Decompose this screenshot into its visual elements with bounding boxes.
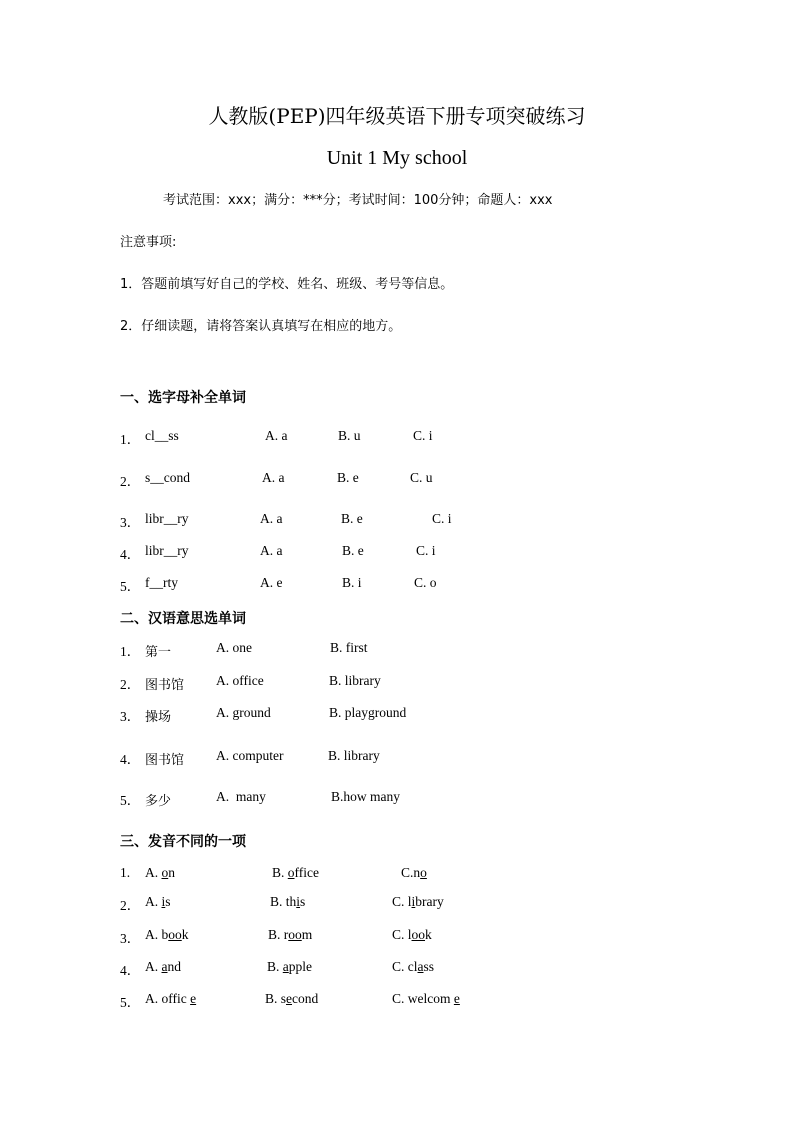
option-a: A. e bbox=[260, 575, 283, 590]
option-a: A. is bbox=[145, 894, 171, 909]
question-number: 2． bbox=[120, 677, 141, 692]
note-item: 2．仔细读题，请将答案认真填写在相应的地方。 bbox=[120, 319, 402, 334]
option-a: A. a bbox=[262, 470, 285, 485]
question-number: 5． bbox=[120, 579, 141, 594]
question-number: 4． bbox=[120, 963, 141, 978]
question-number: 4． bbox=[120, 547, 141, 562]
section-heading: 一、选字母补全单词 bbox=[120, 390, 246, 406]
option-a: A. ground bbox=[216, 705, 271, 720]
option-a: A. many bbox=[216, 789, 266, 804]
option-b: B. library bbox=[328, 748, 380, 763]
question-number: 3． bbox=[120, 931, 141, 946]
page-title: 人教版(PEP)四年级英语下册专项突破练习 bbox=[208, 104, 586, 128]
option-a: A. book bbox=[145, 927, 189, 942]
note-item: 1．答题前填写好自己的学校、姓名、班级、考号等信息。 bbox=[120, 277, 454, 292]
question-word: s__cond bbox=[145, 470, 190, 485]
option-a: A. offic e bbox=[145, 991, 197, 1006]
underlined-letters: e bbox=[190, 991, 197, 1006]
section-heading: 二、汉语意思选单词 bbox=[120, 611, 246, 627]
option-a: A. one bbox=[216, 640, 252, 655]
question-number: 4． bbox=[120, 752, 141, 767]
underlined-letters: o bbox=[287, 865, 295, 880]
question-number: 2． bbox=[120, 898, 141, 913]
question-word: f__rty bbox=[145, 575, 178, 590]
underlined-letters: e bbox=[453, 991, 460, 1006]
option-b: B. e bbox=[341, 511, 363, 526]
option-c: C. i bbox=[432, 511, 452, 526]
option-c: C. class bbox=[392, 959, 435, 974]
option-b: B. second bbox=[265, 991, 319, 1006]
question-number: 2． bbox=[120, 474, 141, 489]
question-number: 3． bbox=[120, 709, 141, 724]
option-b: B. e bbox=[337, 470, 359, 485]
option-b: B. u bbox=[338, 428, 361, 443]
underlined-letters: o bbox=[420, 865, 427, 880]
underlined-letters: a bbox=[417, 959, 424, 974]
question-chinese: 多少 bbox=[145, 794, 172, 809]
underlined-letters: oo bbox=[288, 927, 302, 942]
question-number: 5． bbox=[120, 995, 141, 1010]
option-b: B. this bbox=[270, 894, 306, 909]
question-number: 1． bbox=[120, 432, 141, 447]
option-c: C. i bbox=[416, 543, 436, 558]
question-number: 1． bbox=[120, 644, 141, 659]
underlined-letters: i bbox=[161, 894, 166, 909]
question-word: libr__ry bbox=[145, 543, 189, 558]
underlined-letters: a bbox=[161, 959, 168, 974]
page-subtitle: Unit 1 My school bbox=[326, 147, 468, 169]
underlined-letters: e bbox=[286, 991, 293, 1006]
option-a: A. and bbox=[145, 959, 181, 974]
underlined-letters: i bbox=[296, 894, 301, 909]
question-word: cl__ss bbox=[145, 428, 179, 443]
option-c: C. look bbox=[392, 927, 432, 942]
underlined-letters: a bbox=[282, 959, 289, 974]
question-word: libr__ry bbox=[145, 511, 189, 526]
exam-info: 考试范围：xxx；满分：***分；考试时间：100分钟；命题人：xxx bbox=[163, 193, 553, 208]
option-a: A. on bbox=[145, 865, 175, 880]
question-chinese: 图书馆 bbox=[145, 753, 185, 768]
option-c: C.no bbox=[401, 865, 427, 880]
option-c: C. welcom e bbox=[392, 991, 460, 1006]
underlined-letters: i bbox=[411, 894, 416, 909]
option-b: B. e bbox=[342, 543, 364, 558]
underlined-letters: o bbox=[161, 865, 169, 880]
underlined-letters: oo bbox=[168, 927, 182, 942]
question-number: 1. bbox=[120, 865, 131, 880]
option-c: C. o bbox=[414, 575, 437, 590]
option-b: B. apple bbox=[267, 959, 313, 974]
question-number: 3． bbox=[120, 515, 141, 530]
option-b: B. library bbox=[329, 673, 381, 688]
option-a: A. a bbox=[265, 428, 288, 443]
option-b: B. first bbox=[330, 640, 368, 655]
section-heading: 三、发音不同的一项 bbox=[120, 834, 246, 850]
option-b: B. i bbox=[342, 575, 362, 590]
option-a: A. computer bbox=[216, 748, 284, 763]
notes-label: 注意事项: bbox=[120, 235, 177, 250]
option-a: A. office bbox=[216, 673, 264, 688]
option-a: A. a bbox=[260, 511, 283, 526]
option-b: B. room bbox=[268, 927, 313, 942]
option-b: B.how many bbox=[331, 789, 400, 804]
option-b: B. playground bbox=[329, 705, 407, 720]
option-c: C. library bbox=[392, 894, 444, 909]
question-chinese: 第一 bbox=[145, 645, 172, 660]
option-c: C. u bbox=[410, 470, 433, 485]
question-number: 5． bbox=[120, 793, 141, 808]
option-b: B. office bbox=[272, 865, 319, 880]
option-a: A. a bbox=[260, 543, 283, 558]
underlined-letters: oo bbox=[411, 927, 426, 942]
option-c: C. i bbox=[413, 428, 433, 443]
question-chinese: 操场 bbox=[145, 710, 172, 725]
question-chinese: 图书馆 bbox=[145, 678, 185, 693]
